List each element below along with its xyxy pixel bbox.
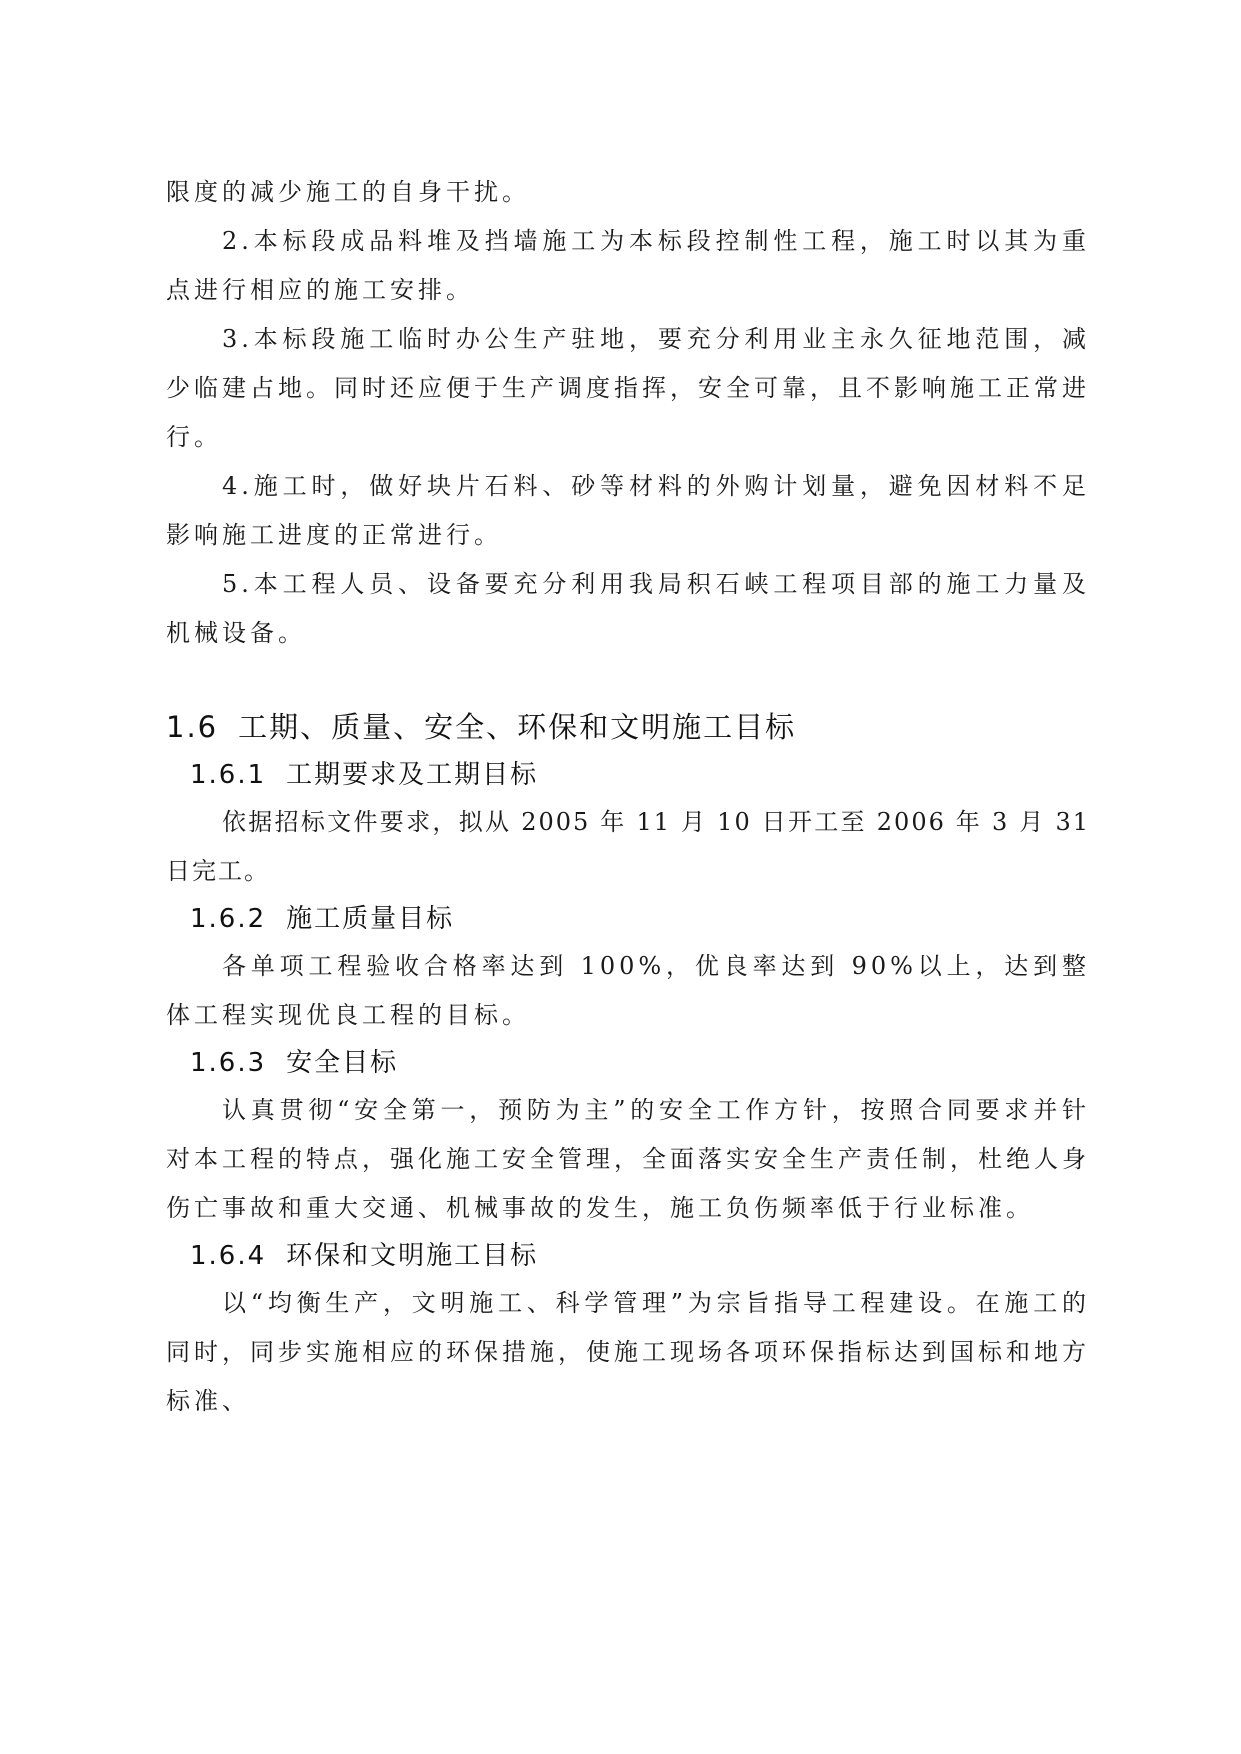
- section-number: 1.6: [166, 710, 219, 744]
- subsection-heading-1-6-4: [166, 1233, 1090, 1279]
- subsection-heading-1-6-1: [166, 752, 1090, 798]
- paragraph-item-2: 2.本标段成品料堆及挡墙施工为本标段控制性工程，施工时以其为重点进行相应的施工安排。: [166, 227, 1090, 304]
- paragraph-schedule: 依据招标文件要求，拟从 2005 年 11 月 10 日开工至 2006 年 3 月 31 日完工。: [166, 808, 1090, 885]
- subsection-number: 1.6.3: [190, 1048, 267, 1078]
- paragraph-continuation: 限度的减少施工的自身干扰。: [166, 178, 530, 206]
- subsection-number: 1.6.2: [190, 904, 267, 934]
- subsection-title: 施工质量目标: [286, 904, 455, 934]
- paragraph-item-5: 5.本工程人员、设备要充分利用我局积石峡工程项目部的施工力量及机械设备。: [166, 570, 1090, 647]
- paragraph-safety: 认真贯彻“安全第一，预防为主”的安全工作方针，按照合同要求并针对本工程的特点，强化施工安全管理，全面落实安全生产责任制，杜绝人身伤亡事故和重大交通、机械事故的发生，施工负伤频率低于行业标准。: [166, 1096, 1090, 1222]
- subsection-number: 1.6.4: [190, 1241, 267, 1271]
- paragraph-item-3: 3.本标段施工临时办公生产驻地，要充分利用业主永久征地范围，减少临建占地。同时还应便于生产调度指挥，安全可靠，且不影响施工正常进行。: [166, 325, 1090, 451]
- paragraph-environment: 以“均衡生产，文明施工、科学管理”为宗旨指导工程建设。在施工的同时，同步实施相应的环保措施，使施工现场各项环保指标达到国标和地方标准、: [166, 1289, 1090, 1415]
- section-heading: [166, 702, 1090, 752]
- subsection-number: 1.6.1: [190, 760, 267, 790]
- subsection-title: 安全目标: [286, 1048, 399, 1078]
- subsection-title: 工期要求及工期目标: [286, 760, 539, 790]
- paragraph-item-4: 4.施工时，做好块片石料、砂等材料的外购计划量，避免因材料不足影响施工进度的正常进行。: [166, 472, 1090, 549]
- section-title: 工期、质量、安全、环保和文明施工目标: [238, 710, 797, 744]
- page-content: [166, 168, 1090, 1426]
- subsection-heading-1-6-3: [166, 1040, 1090, 1086]
- subsection-heading-1-6-2: [166, 896, 1090, 942]
- paragraph-quality: 各单项工程验收合格率达到 100%，优良率达到 90%以上，达到整体工程实现优良工程的目标。: [166, 952, 1090, 1029]
- subsection-title: 环保和文明施工目标: [286, 1241, 539, 1271]
